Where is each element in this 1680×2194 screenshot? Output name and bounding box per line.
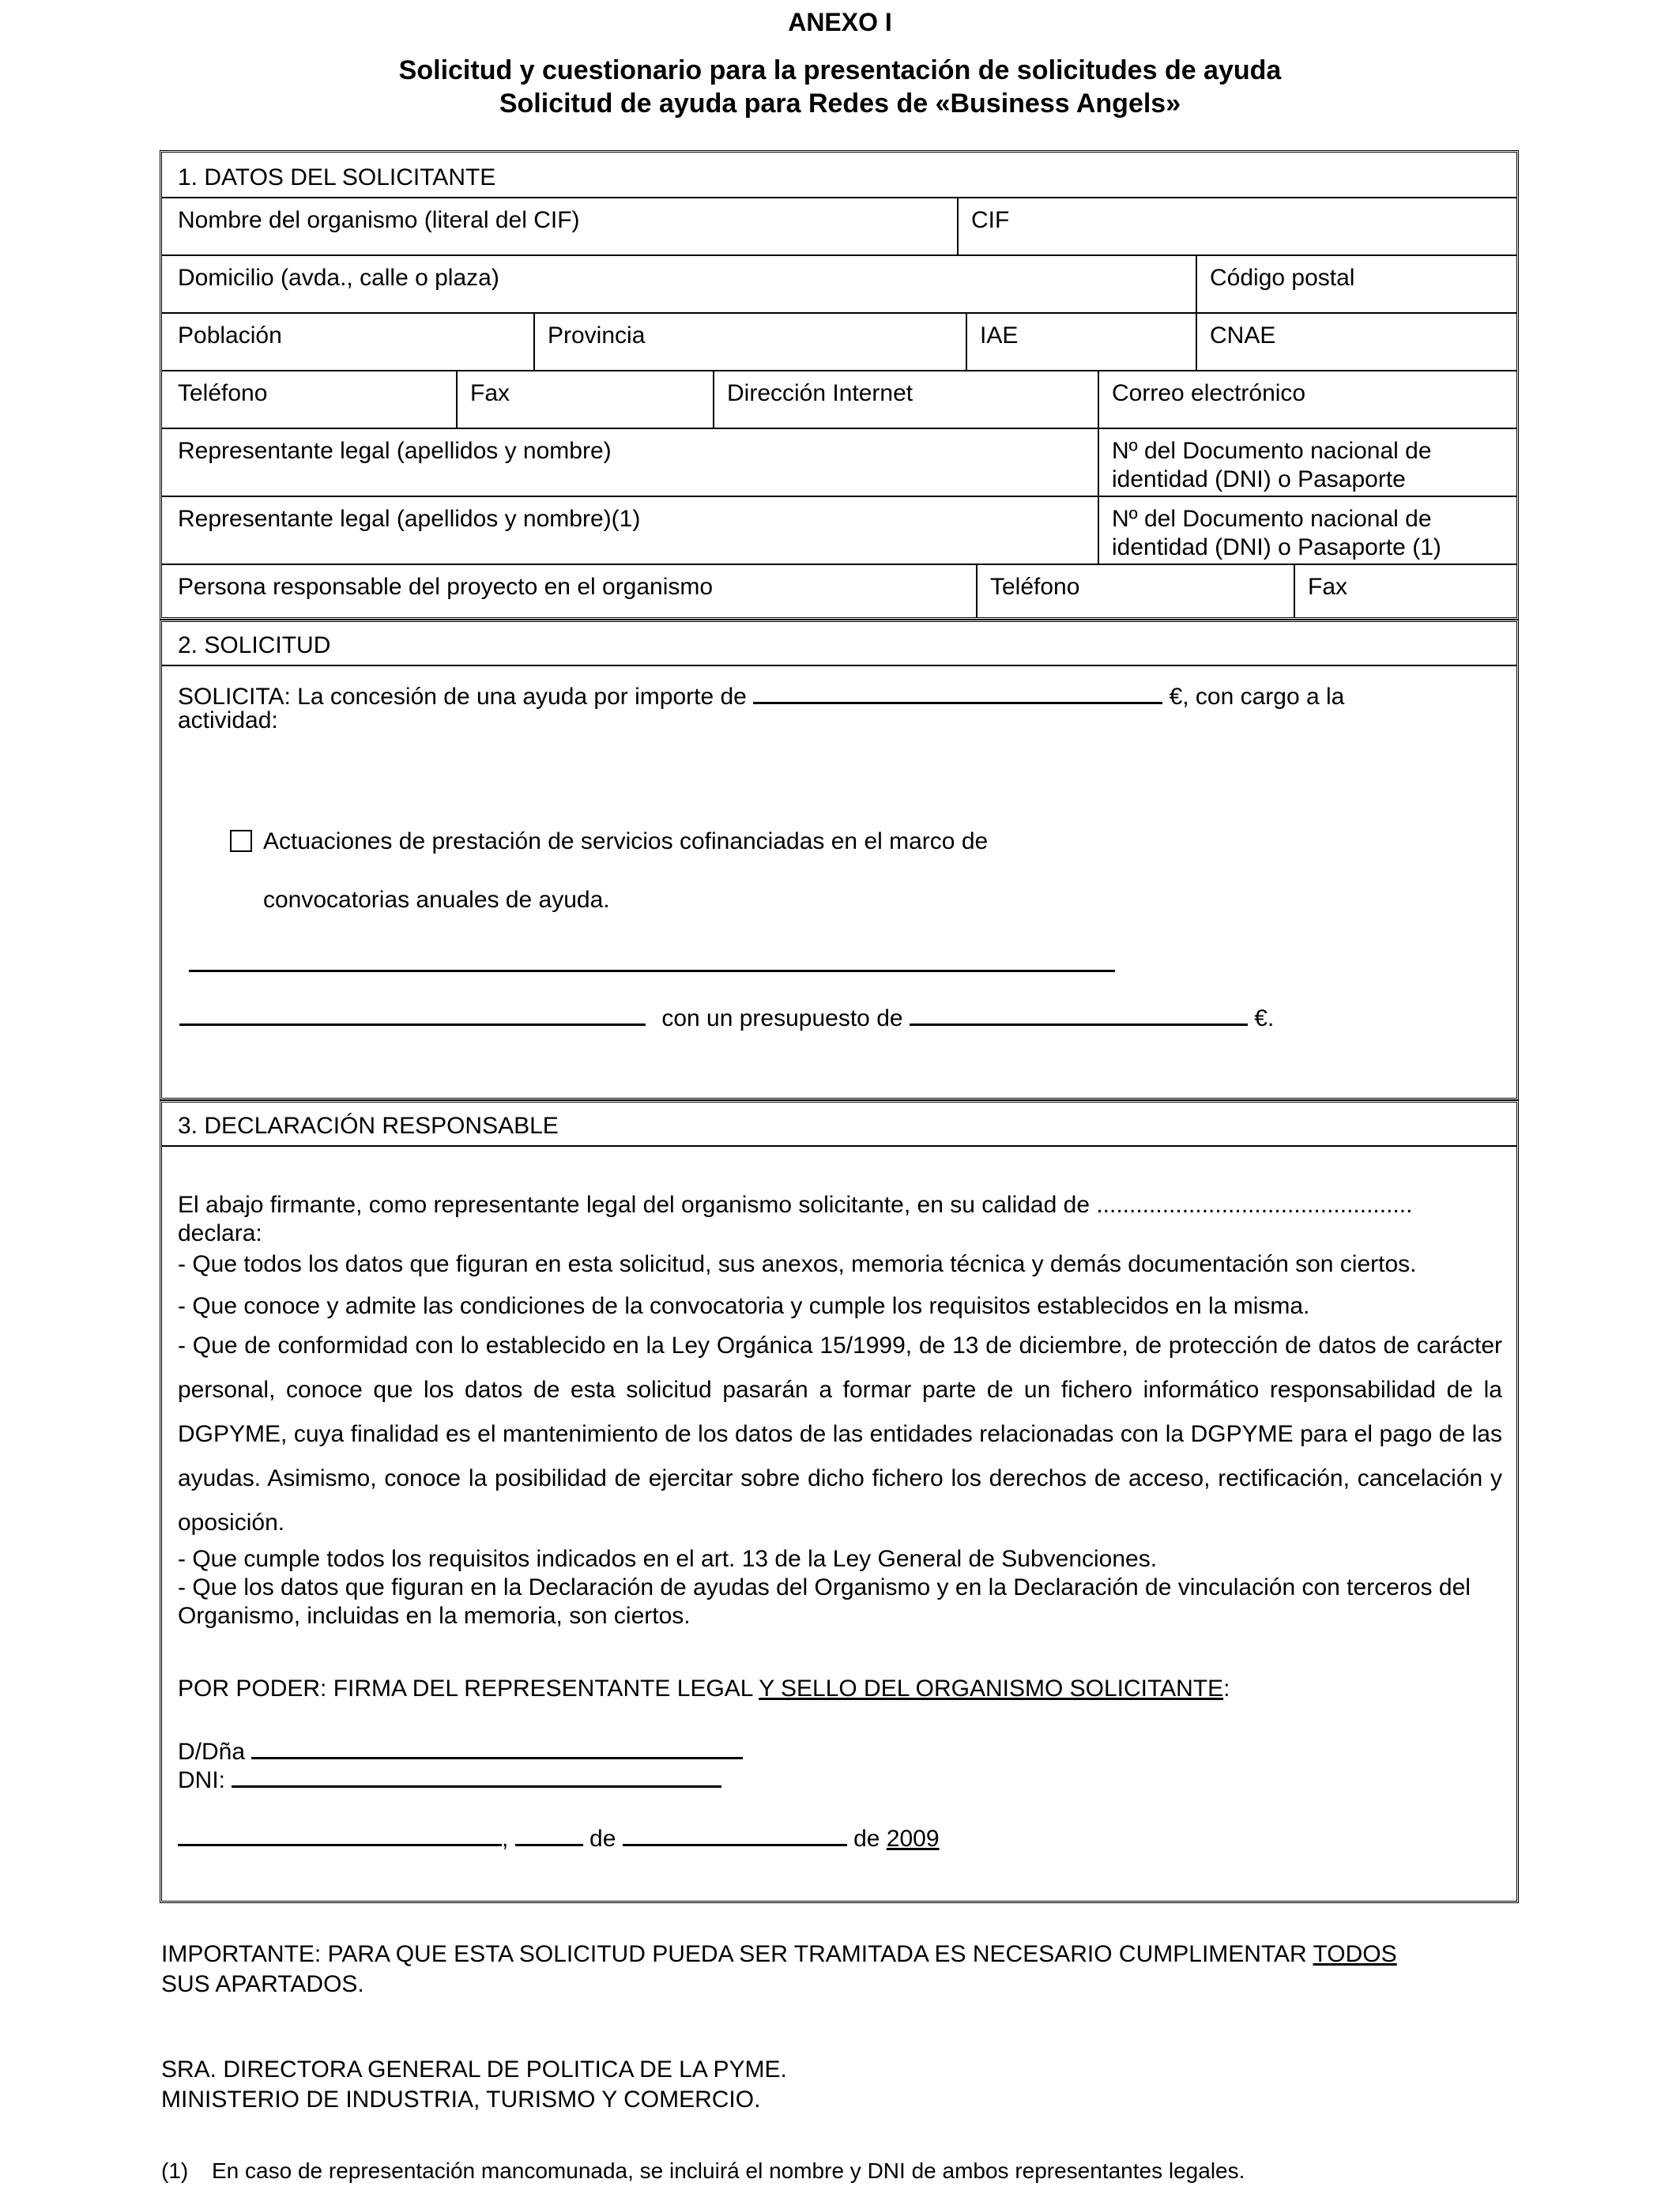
actividad-field-line2[interactable] [179,1000,646,1026]
year-value: 2009 [886,1826,940,1852]
field-iae[interactable]: IAE [980,322,1019,349]
field-codigo-postal[interactable]: Código postal [1210,265,1355,291]
field-fax-responsable[interactable]: Fax [1308,574,1348,600]
declara-label: declara: [178,1220,262,1246]
field-telefono-responsable[interactable]: Teléfono [990,574,1080,600]
form-subtitle: Solicitud de ayuda para Redes de «Business Angels» [499,89,1181,119]
field-dni2-label-2[interactable]: identidad (DNI) o Pasaporte (1) [1112,534,1441,560]
solicita-text: SOLICITA: La concesión de una ayuda por importe de €, con cargo a la [178,678,1344,711]
importante-notice: IMPORTANTE: PARA QUE ESTA SOLICITUD PUEDA SER TRAMITADA ES NECESARIO CUMPLIMENTAR TODOS SUS APARTADOS. [161,1941,1397,1997]
declaracion-intro: El abajo firmante, como representante legal del organismo solicitante, en su calidad de ................................................ [178,1192,1413,1218]
section-2-header: 2. SOLICITUD [178,632,331,658]
field-fax[interactable]: Fax [470,380,510,406]
dni-field[interactable] [232,1762,721,1788]
field-persona-responsable[interactable]: Persona responsable del proyecto en el organismo [178,574,714,600]
dni-row: DNI: [178,1762,721,1795]
annex-title: ANEXO I [788,8,892,36]
dona-row: D/Dña [178,1733,743,1766]
field-provincia[interactable]: Provincia [548,322,646,349]
field-cif[interactable]: CIF [971,207,1010,233]
field-dni-label-2[interactable]: identidad (DNI) o Pasaporte [1112,466,1406,492]
section-solicitud [160,620,1519,1100]
presupuesto-field[interactable] [910,1000,1248,1026]
field-representante-legal[interactable]: Representante legal (apellidos y nombre) [178,438,612,464]
field-dni-label-1: Nº del Documento nacional de [1112,438,1432,464]
dia-field[interactable] [515,1820,583,1846]
field-telefono[interactable]: Teléfono [178,380,268,406]
presupuesto-row: con un presupuesto de €. [179,1000,1274,1033]
field-correo-electronico[interactable]: Correo electrónico [1112,380,1306,406]
declaracion-item-2: - Que conoce y admite las condiciones de la convocatoria y cumple los requisitos establecidos en la misma. [178,1293,1310,1319]
section-3-header: 3. DECLARACIÓN RESPONSABLE [178,1113,559,1139]
lugar-field[interactable] [178,1820,502,1846]
dona-field[interactable] [251,1733,743,1759]
addressee-block [161,2055,787,2115]
section-declaracion-responsable [160,1100,1519,1903]
actividad-field-line1[interactable] [189,970,1115,972]
option-actuaciones-line1: Actuaciones de prestación de servicios cofinanciadas en el marco de [263,828,989,854]
footnote-text: En caso de representación mancomunada, se incluirá el nombre y DNI de ambos representantes legales. [212,2158,1245,2183]
field-domicilio[interactable]: Domicilio (avda., calle o plaza) [178,265,499,291]
field-poblacion[interactable]: Población [178,322,282,349]
footnote [161,2158,1245,2184]
declaracion-item-1: - Que todos los datos que figuran en esta solicitud, sus anexos, memoria técnica y demás documentación son ciertos. [178,1251,1417,1277]
declaracion-item-3: - Que de conformidad con lo establecido en la Ley Orgánica 15/1999, de 13 de diciembre, de protección de datos de carácter personal, conoce que los datos de esta solicitud pasarán a formar parte de un fichero informático responsabilidad de la DGPYME, cuya finalidad es el mantenimiento de los datos de las entidades relacionadas con la DGPYME para el pago de las ayudas. Asimismo, conoce la posibilidad de ejercitar sobre dicho fichero los derechos de acceso, rectificación, cancelación y oposición. [178,1333,1502,1536]
actividad-label: actividad: [178,707,278,733]
field-direccion-internet[interactable]: Dirección Internet [727,380,913,406]
mes-field[interactable] [623,1820,847,1846]
section-1-header: 1. DATOS DEL SOLICITANTE [178,164,496,190]
firma-label: POR PODER: FIRMA DEL REPRESENTANTE LEGAL Y SELLO DEL ORGANISMO SOLICITANTE: [178,1676,1230,1702]
actuaciones-checkbox[interactable] [230,830,252,852]
field-nombre-organismo[interactable]: Nombre del organismo (literal del CIF) [178,207,580,233]
section-datos-solicitante [160,150,1519,620]
footnote-number: (1) [161,2158,189,2183]
field-cnae[interactable]: CNAE [1210,322,1276,349]
declaracion-item-5: - Que los datos que figuran en la Declaración de ayudas del Organismo y en la Declaración de vinculación con terceros del Organismo, incluidas en la memoria, son ciertos. [178,1574,1471,1629]
addressee-line-1: SRA. DIRECTORA GENERAL DE POLITICA DE LA PYME. [161,2056,787,2083]
field-representante-legal-2[interactable]: Representante legal (apellidos y nombre)(1) [178,506,641,532]
form-title: Solicitud y cuestionario para la presentación de solicitudes de ayuda [398,55,1282,85]
fecha-row: , de de 2009 [178,1820,940,1853]
option-actuaciones-line2: convocatorias anuales de ayuda. [263,887,610,913]
field-dni2-label-1: Nº del Documento nacional de [1112,506,1432,532]
importe-field[interactable] [753,678,1162,704]
declaracion-item-4: - Que cumple todos los requisitos indicados en el art. 13 de la Ley General de Subvenciones. [178,1546,1158,1572]
addressee-line-2: MINISTERIO DE INDUSTRIA, TURISMO Y COMERCIO. [161,2087,761,2113]
